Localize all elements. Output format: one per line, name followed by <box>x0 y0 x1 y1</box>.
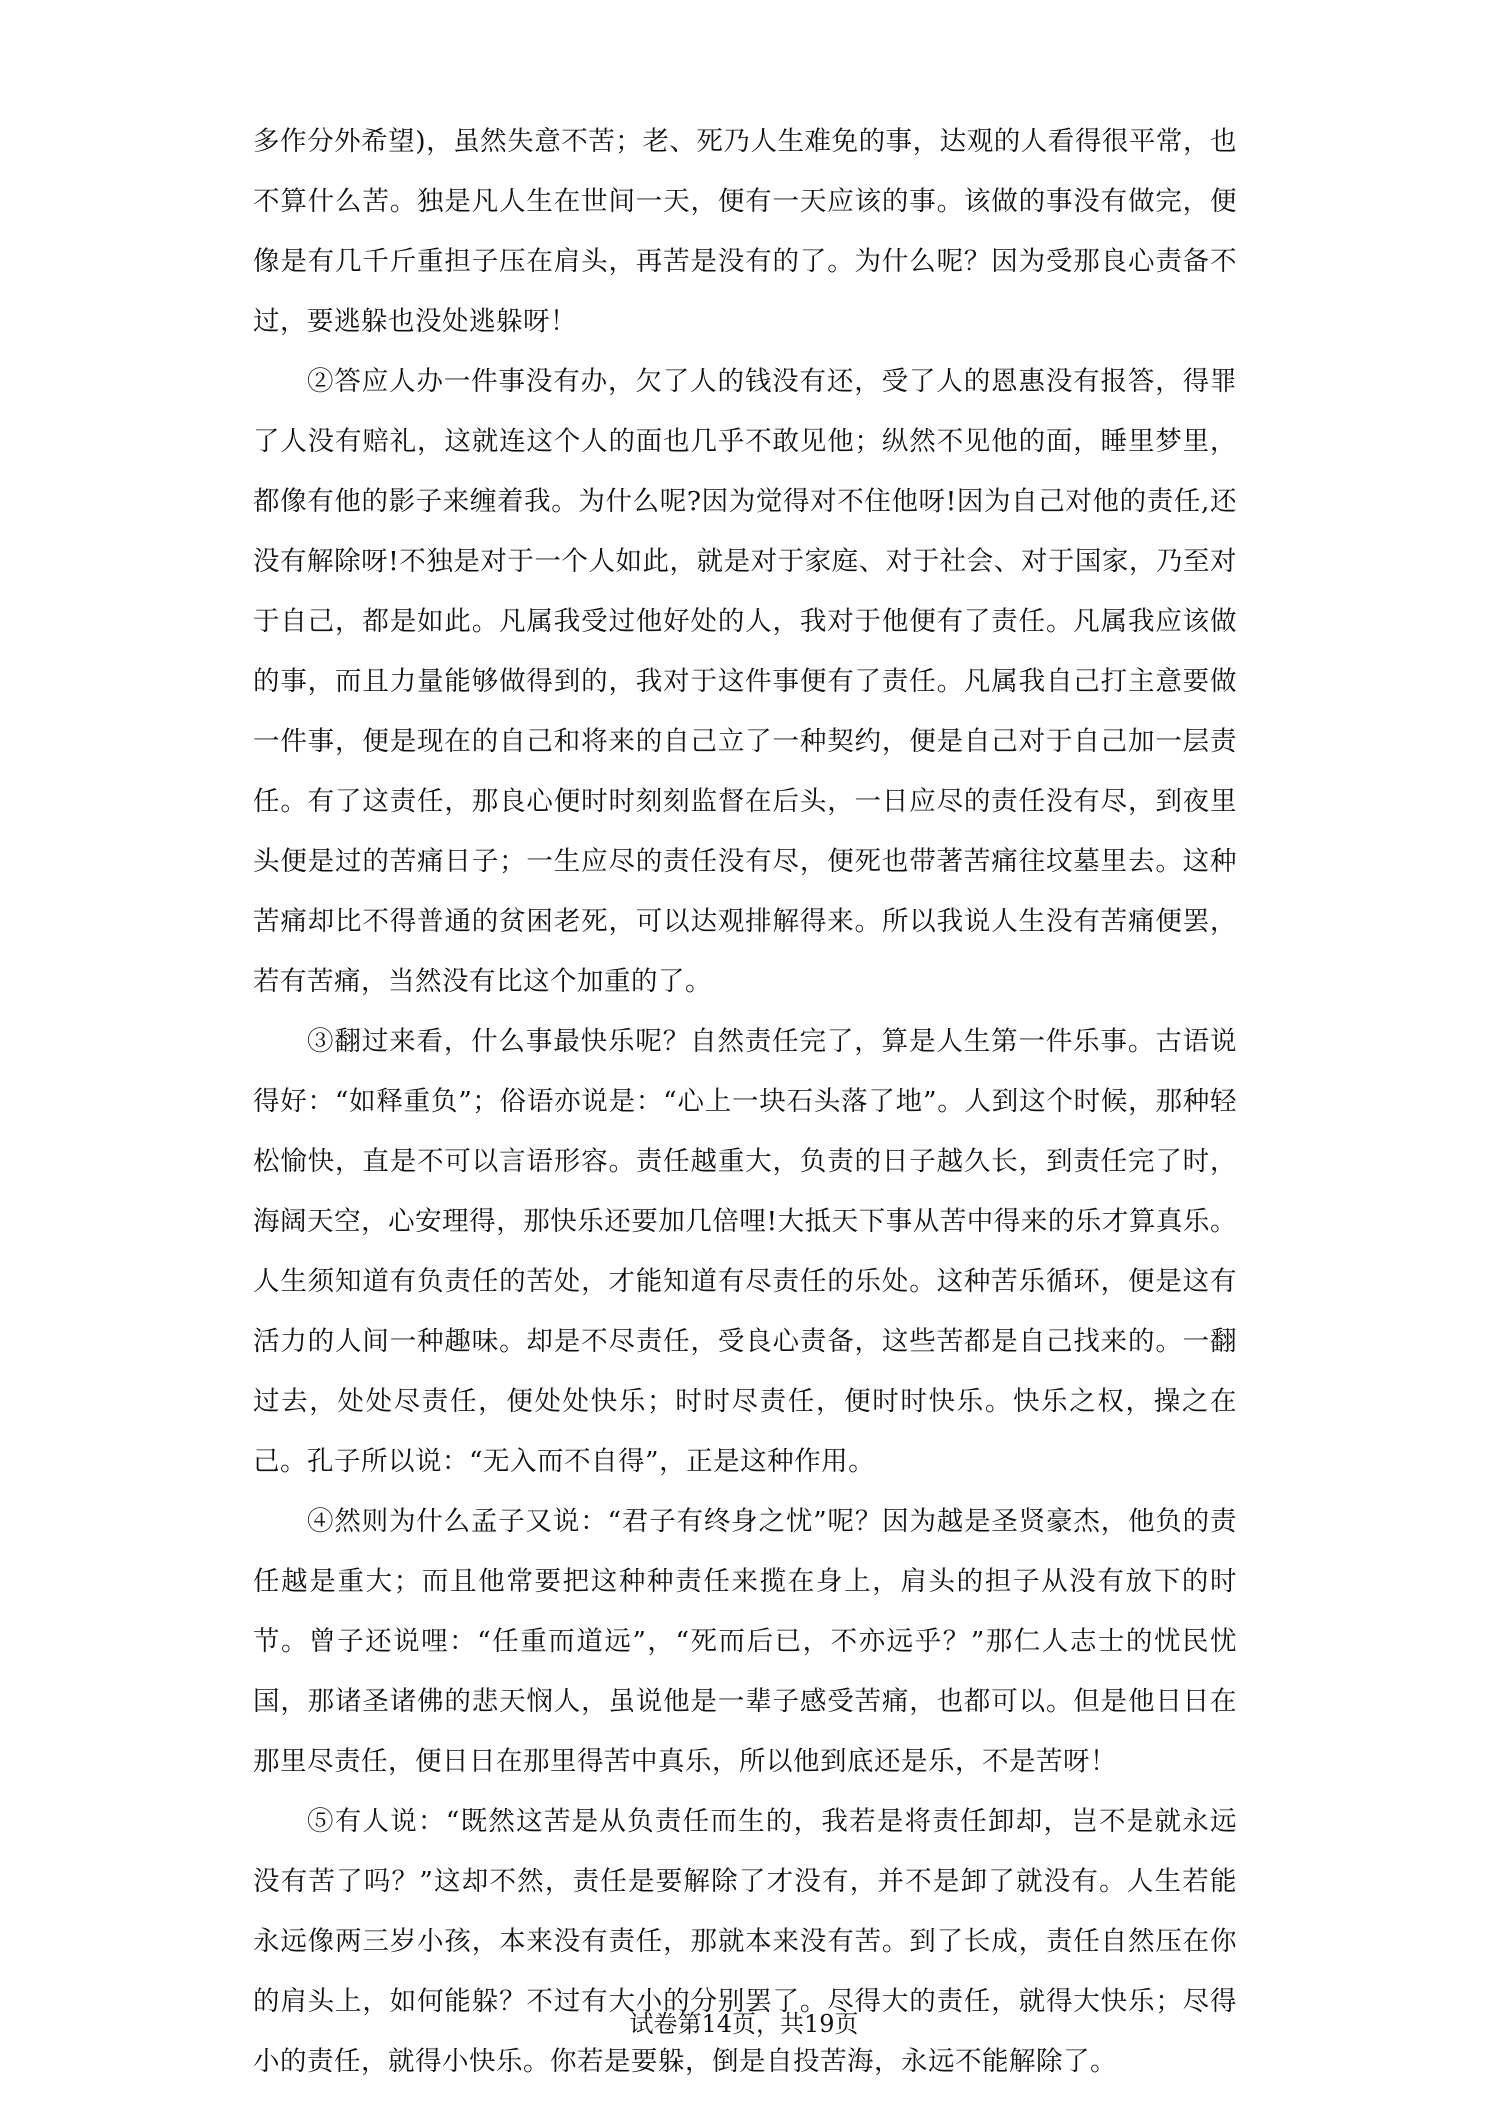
page-footer: 试卷第14页，共19页 <box>629 2010 859 2038</box>
paragraph-2: ②答应人办一件事没有办，欠了人的钱没有还，受了人的恩惠没有报答，得罪了人没有赔礼，这就连这个人的面也几乎不敢见他；纵然不见他的面，睡里梦里，都像有他的影子来缠着我。为什么呢?因为觉得对不住他呀!因为自己对他的责任,还没有解除呀!不独是对于一个人如此，就是对于家庭、对于社会、对于国家，乃至对于自己，都是如此。凡属我受过他好处的人，我对于他便有了责任。凡属我应该做的事，而且力量能够做得到的，我对于这件事便有了责任。凡属我自己打主意要做一件事，便是现在的自己和将来的自己立了一种契约，便是自己对于自己加一层责任。有了这责任，那良心便时时刻刻监督在后头，一日应尽的责任没有尽，到夜里头便是过的苦痛日子；一生应尽的责任没有尽，便死也带著苦痛往坟墓里去。这种苦痛却比不得普通的贫困老死，可以达观排解得来。所以我说人生没有苦痛便罢，若有苦痛，当然没有比这个加重的了。 <box>253 366 1237 997</box>
paragraph-5: ⑤有人说：“既然这苦是从负责任而生的，我若是将责任卸却，岂不是就永远没有苦了吗？”这却不然，责任是要解除了才没有，并不是卸了就没有。人生若能永远像两三岁小孩，本来没有责任，那就本来没有苦。到了长成，责任自然压在你的肩头上，如何能躲？不过有大小的分别罢了。尽得大的责任，就得大快乐；尽得小的责任，就得小快乐。你若是要躲，倒是自投苦海，永远不能解除了。 <box>253 1806 1237 2077</box>
article-body <box>253 112 1237 2092</box>
paragraph-continued: 多作分外希望)，虽然失意不苦；老、死乃人生难免的事，达观的人看得很平常，也不算什么苦。独是凡人生在世间一天，便有一天应该的事。该做的事没有做完，便像是有几千斤重担子压在肩头，再苦是没有的了。为什么呢？因为受那良心责备不过，要逃躲也没处逃躲呀！ <box>253 126 1237 337</box>
paragraph-3: ③翻过来看，什么事最快乐呢？自然责任完了，算是人生第一件乐事。古语说得好：“如释重负”；俗语亦说是：“心上一块石头落了地”。人到这个时候，那种轻松愉快，直是不可以言语形容。责任越重大，负责的日子越久长，到责任完了时，海阔天空，心安理得，那快乐还要加几倍哩!大抵天下事从苦中得来的乐才算真乐。人生须知道有负责任的苦处，才能知道有尽责任的乐处。这种苦乐循环，便是这有活力的人间一种趣味。却是不尽责任，受良心责备，这些苦都是自己找来的。一翻过去，处处尽责任，便处处快乐；时时尽责任，便时时快乐。快乐之权，操之在己。孔子所以说：“无入而不自得”，正是这种作用。 <box>253 1026 1237 1477</box>
paragraph-4: ④然则为什么孟子又说：“君子有终身之忧”呢？因为越是圣贤豪杰，他负的责任越是重大；而且他常要把这种种责任来揽在身上，肩头的担子从没有放下的时节。曾子还说哩：“任重而道远”，“死而后已，不亦远乎？”那仁人志士的忧民忧国，那诸圣诸佛的悲天悯人，虽说他是一辈子感受苦痛，也都可以。但是他日日在那里尽责任，便日日在那里得苦中真乐，所以他到底还是乐，不是苦呀！ <box>253 1506 1237 1777</box>
